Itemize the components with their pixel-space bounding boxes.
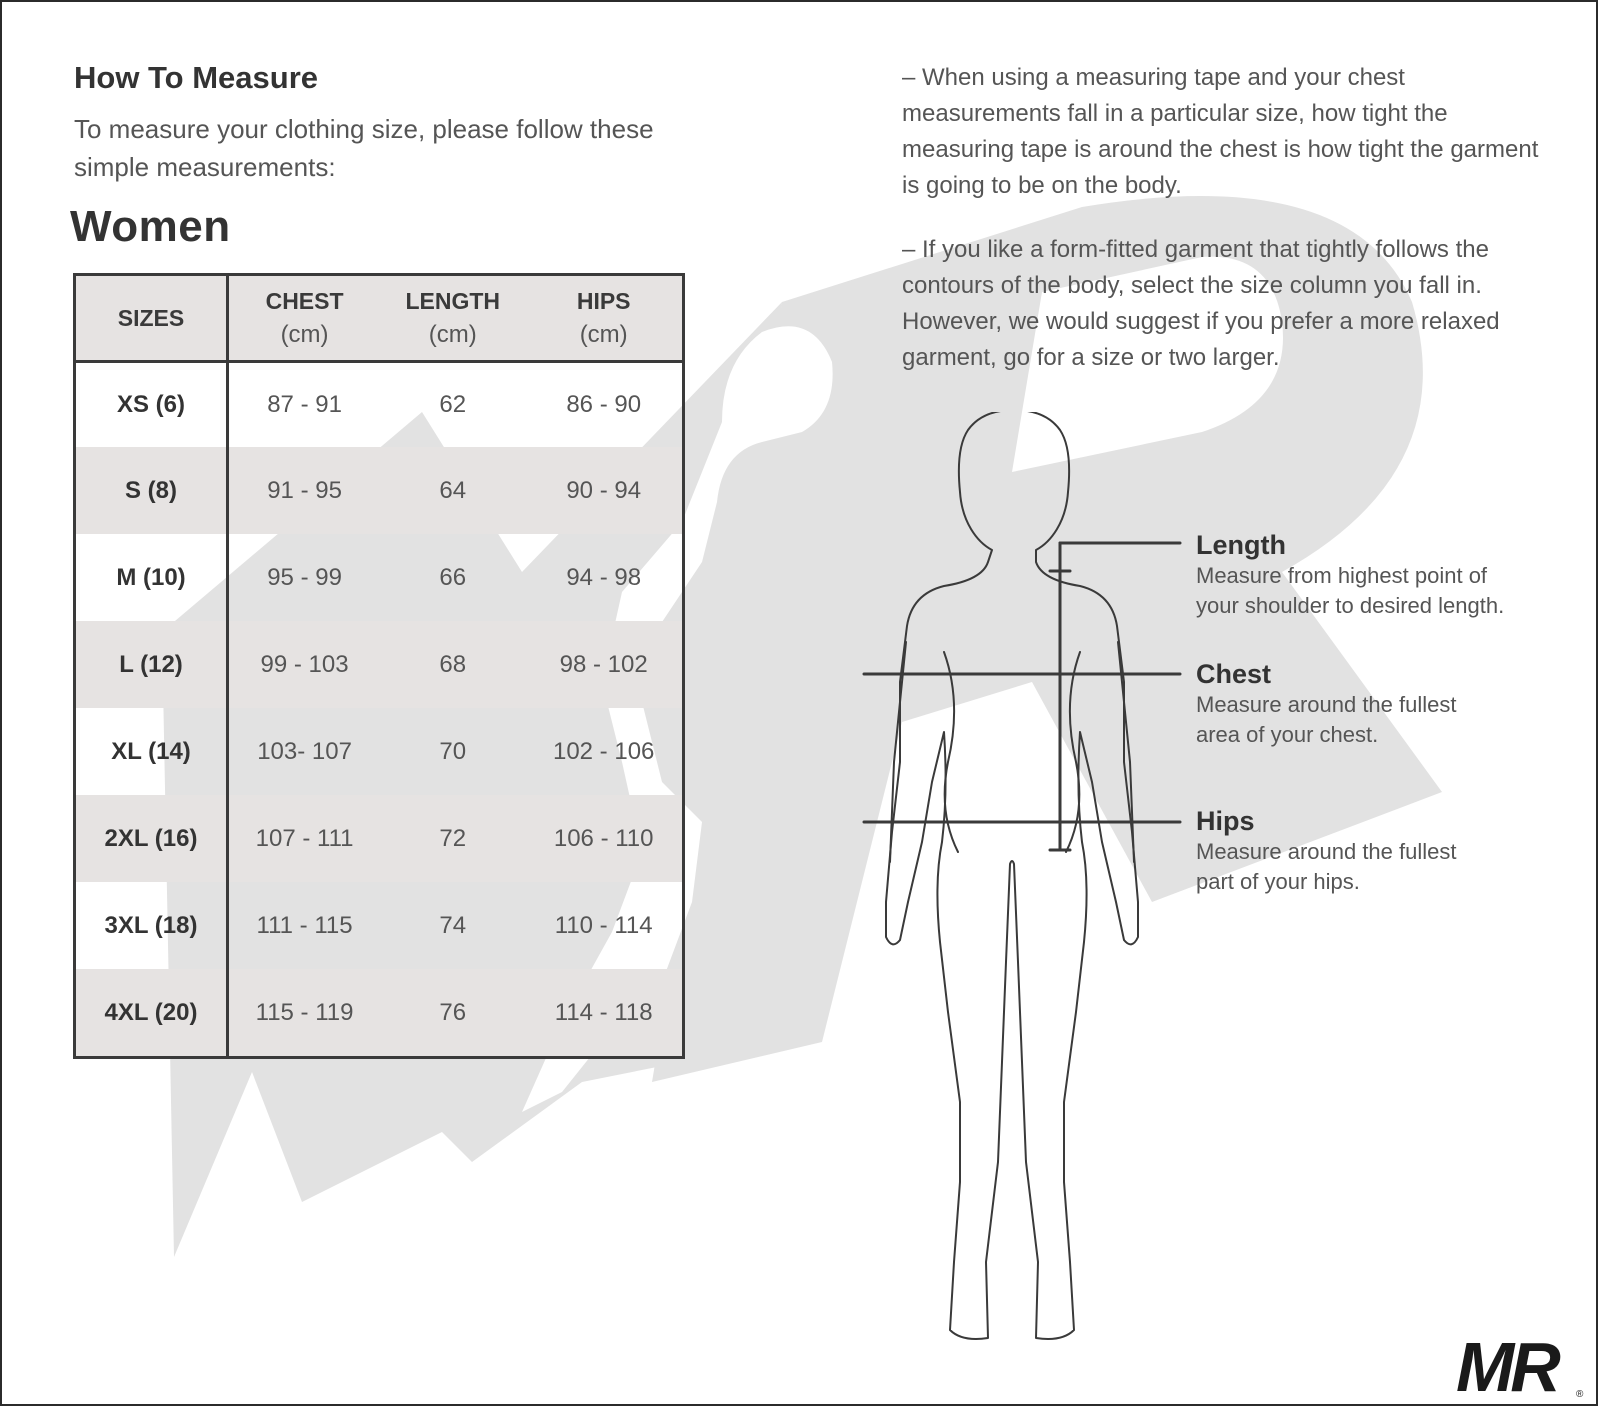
chest-cell: 99 - 103 xyxy=(228,621,381,708)
tip-tape-tightness: – When using a measuring tape and your chest measurements fall in a particular size, how tight the measuring tape is around the chest is how tight the garment is going to be on the body. xyxy=(902,64,1539,199)
size-cell: 3XL (18) xyxy=(75,882,228,969)
hips-title: Hips xyxy=(1196,806,1255,836)
hips-cell: 94 - 98 xyxy=(566,563,642,591)
table-row xyxy=(75,362,684,448)
logo-text: MR xyxy=(1456,1328,1557,1399)
length-cell: 66 xyxy=(439,563,467,591)
hips-cell: 102 - 106 xyxy=(552,737,655,765)
chest-title: Chest xyxy=(1196,659,1272,689)
table-row xyxy=(75,534,684,621)
logo-registered-mark: ® xyxy=(1576,1389,1584,1399)
length-cell: 74 xyxy=(439,911,467,939)
body-outline xyxy=(886,412,1138,1339)
table-row xyxy=(75,969,684,1058)
chest-desc-line2: area of your chest. xyxy=(1196,722,1379,747)
length-cell: 70 xyxy=(439,737,467,765)
women-size-table xyxy=(73,273,685,1059)
hips-cell: 110 - 114 xyxy=(554,911,653,939)
how-to-measure-title: How To Measure xyxy=(74,60,319,95)
chest-instruction xyxy=(1196,658,1576,750)
header-hips: HIPS (cm) xyxy=(525,275,683,362)
length-desc-line1: Measure from highest point of xyxy=(1196,563,1488,588)
table-row xyxy=(75,447,684,534)
size-cell: 4XL (20) xyxy=(75,969,228,1058)
table-header-row xyxy=(75,275,684,362)
table-row xyxy=(75,621,684,708)
hips-desc-line1: Measure around the fullest xyxy=(1196,839,1457,864)
length-instruction xyxy=(1196,529,1576,621)
length-cell: 76 xyxy=(380,969,525,1058)
header-chest: CHEST (cm) xyxy=(228,275,381,362)
header-length: LENGTH (cm) xyxy=(380,275,525,362)
women-section-title: Women xyxy=(70,202,231,251)
hips-cell: 114 - 118 xyxy=(525,969,683,1058)
length-desc-line2: your shoulder to desired length. xyxy=(1196,593,1505,618)
chest-desc-line1: Measure around the fullest xyxy=(1196,692,1457,717)
fit-tips xyxy=(902,60,1552,404)
chest-cell: 91 - 95 xyxy=(228,447,381,534)
size-cell: XL (14) xyxy=(75,708,228,795)
size-cell: S (8) xyxy=(75,447,228,534)
size-cell: XS (6) xyxy=(75,362,228,448)
brand-logo xyxy=(1454,1327,1586,1399)
chest-cell: 115 - 119 xyxy=(228,969,381,1058)
hips-cell: 90 - 94 xyxy=(525,447,683,534)
header-sizes: SIZES xyxy=(75,275,228,362)
length-cell: 64 xyxy=(380,447,525,534)
table-row xyxy=(75,708,684,795)
chest-cell: 111 - 115 xyxy=(256,911,353,939)
chest-cell: 107 - 111 xyxy=(228,795,381,882)
table-row xyxy=(75,882,684,969)
hips-desc-line2: part of your hips. xyxy=(1196,869,1360,894)
tip-form-fitted: – If you like a form-fitted garment that tightly follows the contours of the body, select the size column you fall in. However, we would suggest if you prefer a more relaxed garment, go for a size or two larger. xyxy=(902,236,1500,371)
hips-cell: 98 - 102 xyxy=(525,621,683,708)
size-cell: L (12) xyxy=(75,621,228,708)
hips-instruction xyxy=(1196,805,1576,897)
length-cell: 72 xyxy=(380,795,525,882)
length-cell: 68 xyxy=(380,621,525,708)
chest-cell: 87 - 91 xyxy=(267,391,342,418)
size-cell: M (10) xyxy=(75,534,228,621)
chest-cell: 95 - 99 xyxy=(267,563,342,591)
hips-cell: 86 - 90 xyxy=(566,391,642,418)
how-to-measure-intro: To measure your clothing size, please follow these simple measurements: xyxy=(74,114,654,182)
length-cell: 62 xyxy=(439,391,467,418)
hips-cell: 106 - 110 xyxy=(525,795,683,882)
chest-cell: 103- 107 xyxy=(257,737,352,765)
table-row xyxy=(75,795,684,882)
length-title: Length xyxy=(1196,530,1286,560)
size-cell: 2XL (16) xyxy=(75,795,228,882)
